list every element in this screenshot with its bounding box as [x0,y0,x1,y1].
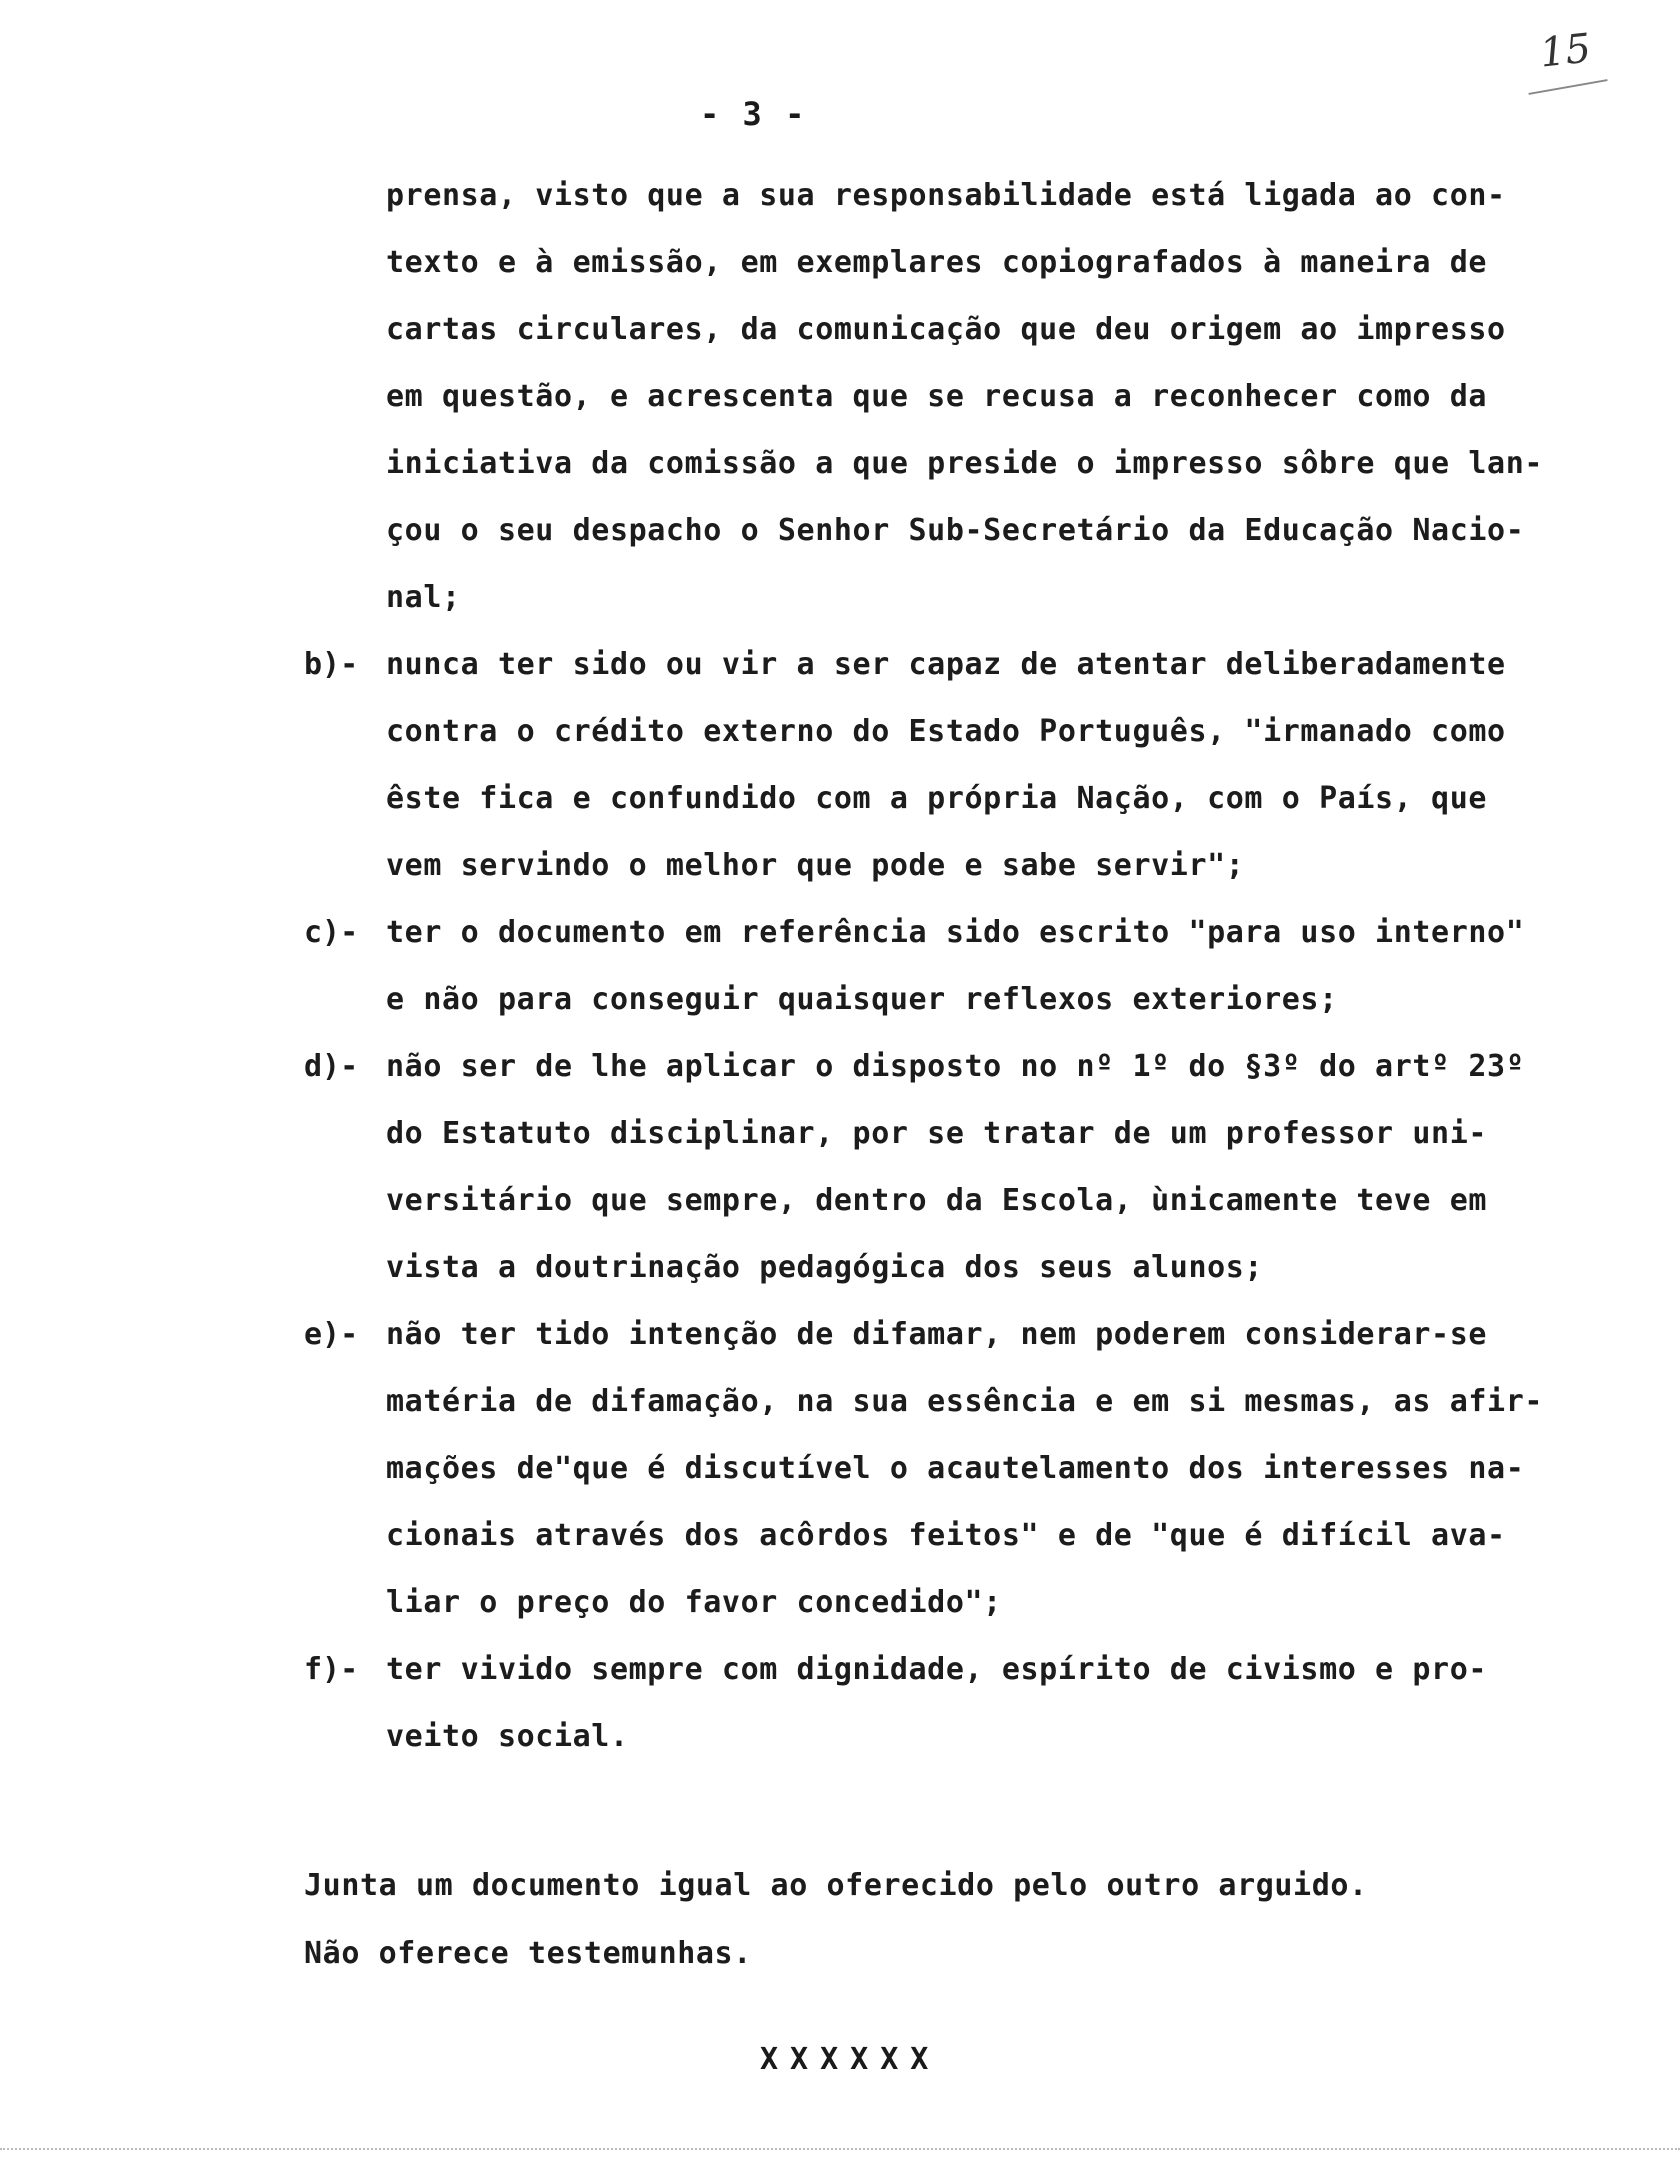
closing-line: Junta um documento igual ao oferecido pelo outro arguido. [304,1868,1368,1903]
item-b-line: vem servindo o melhor que pode e sabe servir"; [386,848,1245,883]
intro-line: nal; [386,580,461,615]
item-marker-d: d)- [304,1049,359,1084]
intro-line: texto e à emissão, em exemplares copiografados à maneira de [386,245,1488,280]
item-b-line: contra o crédito externo do Estado Português, "irmanado como [386,714,1506,749]
item-marker-c: c)- [304,915,359,950]
item-d-line: vista a doutrinação pedagógica dos seus alunos; [386,1250,1264,1285]
intro-line: prensa, visto que a sua responsabilidade está ligada ao con- [386,178,1506,213]
item-e-line: cionais através dos acôrdos feitos" e de "que é difícil ava- [386,1518,1506,1553]
item-marker-b: b)- [304,647,359,682]
closing-line: Não oferece testemunhas. [304,1936,752,1971]
intro-line: em questão, e acrescenta que se recusa a reconhecer como da [386,379,1488,414]
item-f-line: veito social. [386,1719,629,1754]
folio-underline [1528,79,1607,95]
item-b-line: êste fica e confundido com a própria Nação, com o País, que [386,781,1488,816]
end-mark: XXXXXX [760,2042,941,2077]
item-e-line: mações de"que é discutível o acautelamento dos interesses na- [386,1451,1525,1486]
item-marker-f: f)- [304,1652,359,1687]
item-e-line: não ter tido intenção de difamar, nem poderem considerar-se [386,1317,1488,1352]
item-marker-e: e)- [304,1317,359,1352]
item-f-line: ter vivido sempre com dignidade, espírito de civismo e pro- [386,1652,1488,1687]
item-b-line: nunca ter sido ou vir a ser capaz de atentar deliberadamente [386,647,1506,682]
intro-line: çou o seu despacho o Senhor Sub-Secretário da Educação Nacio- [386,513,1525,548]
item-c-line: ter o documento em referência sido escrito "para uso interno" [386,915,1525,950]
folio-number: 15 [1537,25,1594,77]
item-e-line: liar o preço do favor concedido"; [386,1585,1002,1620]
item-d-line: versitário que sempre, dentro da Escola, ùnicamente teve em [386,1183,1488,1218]
item-d-line: não ser de lhe aplicar o disposto no nº 1º do §3º do artº 23º [386,1049,1525,1084]
intro-line: iniciativa da comissão a que preside o impresso sôbre que lan- [386,446,1544,481]
intro-line: cartas circulares, da comunicação que deu origem ao impresso [386,312,1506,347]
item-d-line: do Estatuto disciplinar, por se tratar de um professor uni- [386,1116,1488,1151]
item-e-line: matéria de difamação, na sua essência e em si mesmas, as afir- [386,1384,1544,1419]
page-number: - 3 - [700,95,807,133]
item-c-line: e não para conseguir quaisquer reflexos exteriores; [386,982,1338,1017]
page-bottom-edge [0,2148,1680,2150]
